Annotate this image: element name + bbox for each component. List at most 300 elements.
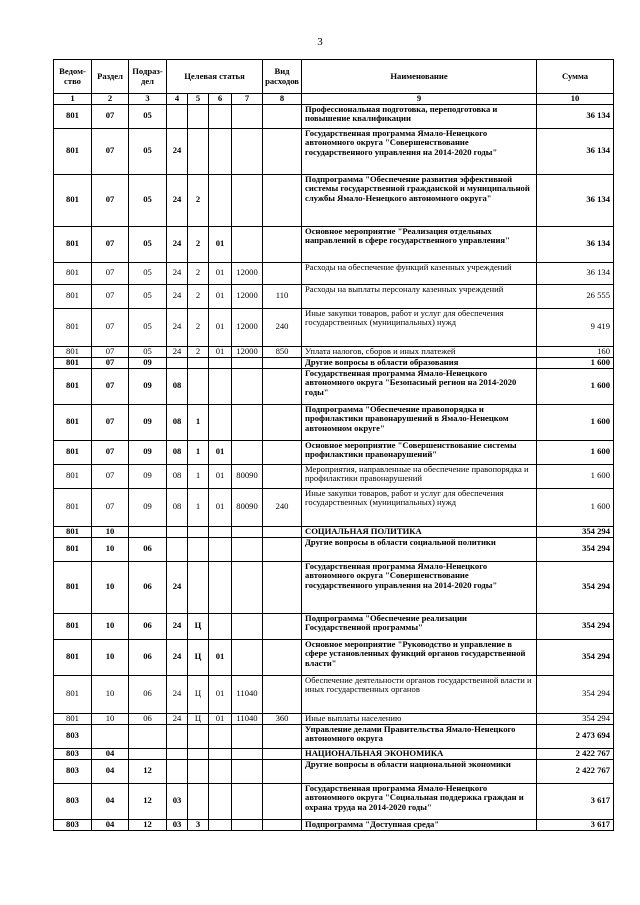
vedomstvo-cell: 801 — [54, 368, 92, 404]
table-row — [54, 346, 614, 357]
podrazdel-cell: 06 — [129, 675, 167, 713]
vedomstvo-cell: 801 — [54, 346, 92, 357]
naimenovanie-cell: Расходы на обеспечение функций казенных учреждений — [302, 262, 537, 284]
razdel-cell: 07 — [92, 262, 129, 284]
table-row — [54, 639, 614, 675]
podrazdel-cell: 06 — [129, 713, 167, 724]
program-cell: 08 — [167, 404, 188, 440]
budget-table — [53, 59, 614, 831]
razdel-cell: 07 — [92, 226, 129, 262]
direction-cell — [232, 226, 263, 262]
table-row — [54, 262, 614, 284]
naimenovanie-cell: Другие вопросы в области социальной политики — [302, 537, 537, 561]
program-cell: 24 — [167, 639, 188, 675]
table-row — [54, 128, 614, 174]
subprogram-cell — [188, 104, 209, 128]
program-cell: 24 — [167, 226, 188, 262]
summa-cell: 1 600 — [537, 488, 614, 526]
subprogram-cell: 2 — [188, 226, 209, 262]
table-row — [54, 174, 614, 226]
summa-cell: 354 294 — [537, 675, 614, 713]
activity-cell: 01 — [209, 639, 232, 675]
program-cell — [167, 537, 188, 561]
direction-cell: 80090 — [232, 488, 263, 526]
vedomstvo-cell: 801 — [54, 357, 92, 368]
direction-cell — [232, 440, 263, 464]
podrazdel-cell: 06 — [129, 537, 167, 561]
table-row — [54, 404, 614, 440]
activity-cell: 01 — [209, 262, 232, 284]
header-summa: Сумма — [537, 60, 614, 94]
summa-cell: 354 294 — [537, 526, 614, 537]
program-cell: 24 — [167, 561, 188, 613]
podrazdel-cell — [129, 526, 167, 537]
podrazdel-cell: 05 — [129, 128, 167, 174]
vedomstvo-cell: 801 — [54, 561, 92, 613]
naimenovanie-cell: Подпрограмма "Обеспечение реализации Государственной программы" — [302, 613, 537, 639]
naimenovanie-cell: Обеспечение деятельности органов государственной власти и иных государственных органов — [302, 675, 537, 713]
page-number: 3 — [317, 36, 323, 48]
subprogram-cell — [188, 357, 209, 368]
vid-raskhodov-cell — [263, 368, 302, 404]
program-cell: 24 — [167, 308, 188, 346]
vid-raskhodov-cell — [263, 404, 302, 440]
podrazdel-cell: 06 — [129, 613, 167, 639]
vedomstvo-cell: 801 — [54, 537, 92, 561]
activity-cell: 01 — [209, 226, 232, 262]
naimenovanie-cell: Управление делами Правительства Ямало-Ненецкого автономного округа — [302, 724, 537, 748]
razdel-cell: 10 — [92, 561, 129, 613]
vid-raskhodov-cell — [263, 464, 302, 488]
naimenovanie-cell: Государственная программа Ямало-Ненецкого автономного округа "Безопасный регион на 2014-2020 годы" — [302, 368, 537, 404]
summa-cell: 354 294 — [537, 713, 614, 724]
razdel-cell: 07 — [92, 174, 129, 226]
program-cell — [167, 724, 188, 748]
summa-cell: 36 134 — [537, 174, 614, 226]
program-cell: 08 — [167, 368, 188, 404]
activity-cell: 01 — [209, 308, 232, 346]
program-cell: 24 — [167, 262, 188, 284]
program-cell: 24 — [167, 346, 188, 357]
vid-raskhodov-cell — [263, 174, 302, 226]
podrazdel-cell: 12 — [129, 759, 167, 783]
subprogram-cell — [188, 526, 209, 537]
vedomstvo-cell: 803 — [54, 748, 92, 759]
direction-cell: 12000 — [232, 308, 263, 346]
razdel-cell: 10 — [92, 613, 129, 639]
vedomstvo-cell: 801 — [54, 226, 92, 262]
vedomstvo-cell: 801 — [54, 284, 92, 308]
direction-cell: 12000 — [232, 346, 263, 357]
razdel-cell — [92, 724, 129, 748]
vid-raskhodov-cell — [263, 748, 302, 759]
vid-raskhodov-cell — [263, 613, 302, 639]
activity-cell: 01 — [209, 284, 232, 308]
podrazdel-cell: 05 — [129, 284, 167, 308]
razdel-cell: 07 — [92, 404, 129, 440]
razdel-cell: 10 — [92, 639, 129, 675]
razdel-cell: 10 — [92, 675, 129, 713]
activity-cell — [209, 357, 232, 368]
subprogram-cell — [188, 759, 209, 783]
subprogram-cell: 2 — [188, 346, 209, 357]
program-cell: 03 — [167, 819, 188, 830]
column-number: 3 — [129, 94, 167, 105]
direction-cell — [232, 526, 263, 537]
vid-raskhodov-cell — [263, 226, 302, 262]
vid-raskhodov-cell: 240 — [263, 308, 302, 346]
direction-cell — [232, 819, 263, 830]
razdel-cell: 07 — [92, 308, 129, 346]
podrazdel-cell: 12 — [129, 819, 167, 830]
subprogram-cell: Ц — [188, 613, 209, 639]
naimenovanie-cell: НАЦИОНАЛЬНАЯ ЭКОНОМИКА — [302, 748, 537, 759]
summa-cell: 36 134 — [537, 104, 614, 128]
vid-raskhodov-cell: 110 — [263, 284, 302, 308]
activity-cell — [209, 748, 232, 759]
activity-cell: 01 — [209, 488, 232, 526]
column-number: 9 — [302, 94, 537, 105]
activity-cell — [209, 783, 232, 819]
razdel-cell: 07 — [92, 284, 129, 308]
direction-cell — [232, 561, 263, 613]
subprogram-cell — [188, 724, 209, 748]
header-podrazdel: Подраз-дел — [129, 60, 167, 94]
activity-cell — [209, 404, 232, 440]
subprogram-cell: 3 — [188, 819, 209, 830]
program-cell: 24 — [167, 284, 188, 308]
vedomstvo-cell: 801 — [54, 639, 92, 675]
naimenovanie-cell: Государственная программа Ямало-Ненецкого автономного округа "Совершенствование государственного управления на 2014-2020 годы" — [302, 561, 537, 613]
program-cell — [167, 748, 188, 759]
activity-cell — [209, 613, 232, 639]
subprogram-cell: 2 — [188, 308, 209, 346]
vedomstvo-cell: 801 — [54, 174, 92, 226]
subprogram-cell — [188, 748, 209, 759]
table-row — [54, 488, 614, 526]
summa-cell: 354 294 — [537, 639, 614, 675]
razdel-cell: 07 — [92, 464, 129, 488]
header-vid-raskhodov: Вид расходов — [263, 60, 302, 94]
naimenovanie-cell: Профессиональная подготовка, переподготовка и повышение квалификации — [302, 104, 537, 128]
subprogram-cell: Ц — [188, 713, 209, 724]
summa-cell: 26 555 — [537, 284, 614, 308]
table-row — [54, 759, 614, 783]
podrazdel-cell: 05 — [129, 174, 167, 226]
podrazdel-cell: 09 — [129, 404, 167, 440]
vid-raskhodov-cell — [263, 128, 302, 174]
table-row — [54, 368, 614, 404]
direction-cell — [232, 174, 263, 226]
direction-cell — [232, 748, 263, 759]
vedomstvo-cell: 801 — [54, 404, 92, 440]
razdel-cell: 04 — [92, 759, 129, 783]
table-row — [54, 783, 614, 819]
summa-cell: 36 134 — [537, 128, 614, 174]
vid-raskhodov-cell — [263, 759, 302, 783]
summa-cell: 160 — [537, 346, 614, 357]
activity-cell: 01 — [209, 464, 232, 488]
podrazdel-cell: 05 — [129, 346, 167, 357]
table-row — [54, 526, 614, 537]
vedomstvo-cell: 801 — [54, 464, 92, 488]
razdel-cell: 07 — [92, 128, 129, 174]
summa-cell: 1 600 — [537, 357, 614, 368]
naimenovanie-cell: Иные выплаты населению — [302, 713, 537, 724]
vid-raskhodov-cell: 360 — [263, 713, 302, 724]
summa-cell: 354 294 — [537, 561, 614, 613]
direction-cell: 11040 — [232, 675, 263, 713]
summa-cell: 1 600 — [537, 404, 614, 440]
header-celevaya-statya: Целевая статья — [167, 60, 263, 94]
program-cell — [167, 759, 188, 783]
column-number: 4 — [167, 94, 188, 105]
summa-cell: 3 617 — [537, 783, 614, 819]
table-row — [54, 440, 614, 464]
podrazdel-cell: 06 — [129, 561, 167, 613]
razdel-cell: 07 — [92, 368, 129, 404]
subprogram-cell: Ц — [188, 639, 209, 675]
table-row — [54, 819, 614, 830]
table-row — [54, 464, 614, 488]
subprogram-cell: 1 — [188, 464, 209, 488]
subprogram-cell — [188, 561, 209, 613]
naimenovanie-cell: Основное мероприятие "Реализация отдельных направлений в сфере государственного управления" — [302, 226, 537, 262]
podrazdel-cell: 09 — [129, 357, 167, 368]
razdel-cell: 07 — [92, 440, 129, 464]
direction-cell — [232, 613, 263, 639]
activity-cell — [209, 128, 232, 174]
subprogram-cell: 2 — [188, 174, 209, 226]
summa-cell: 1 600 — [537, 440, 614, 464]
vid-raskhodov-cell — [263, 104, 302, 128]
podrazdel-cell: 09 — [129, 464, 167, 488]
activity-cell — [209, 104, 232, 128]
vedomstvo-cell: 801 — [54, 262, 92, 284]
naimenovanie-cell: Уплата налогов, сборов и иных платежей — [302, 346, 537, 357]
vid-raskhodov-cell — [263, 675, 302, 713]
vid-raskhodov-cell — [263, 357, 302, 368]
program-cell: 24 — [167, 613, 188, 639]
direction-cell — [232, 783, 263, 819]
table-row — [54, 104, 614, 128]
activity-cell — [209, 526, 232, 537]
subprogram-cell — [188, 128, 209, 174]
subprogram-cell: 1 — [188, 440, 209, 464]
podrazdel-cell — [129, 724, 167, 748]
naimenovanie-cell: СОЦИАЛЬНАЯ ПОЛИТИКА — [302, 526, 537, 537]
naimenovanie-cell: Другие вопросы в области национальной экономики — [302, 759, 537, 783]
naimenovanie-cell: Иные закупки товаров, работ и услуг для обеспечения государственных (муниципальных) нужд — [302, 308, 537, 346]
column-number: 7 — [232, 94, 263, 105]
naimenovanie-cell: Подпрограмма "Обеспечение развития эффективной системы государственной гражданской и муниципальной службы Ямало-Ненецкого автономного округа" — [302, 174, 537, 226]
summa-cell: 36 134 — [537, 226, 614, 262]
naimenovanie-cell: Подпрограмма "Доступная среда" — [302, 819, 537, 830]
vid-raskhodov-cell — [263, 440, 302, 464]
vid-raskhodov-cell — [263, 561, 302, 613]
podrazdel-cell: 12 — [129, 783, 167, 819]
podrazdel-cell: 05 — [129, 104, 167, 128]
program-cell: 24 — [167, 675, 188, 713]
naimenovanie-cell: Основное мероприятие "Руководство и управление в сфере установленных функций органов государственной власти" — [302, 639, 537, 675]
summa-cell: 2 473 694 — [537, 724, 614, 748]
summa-cell: 3 617 — [537, 819, 614, 830]
direction-cell: 80090 — [232, 464, 263, 488]
podrazdel-cell: 09 — [129, 440, 167, 464]
activity-cell: 01 — [209, 440, 232, 464]
vid-raskhodov-cell — [263, 783, 302, 819]
direction-cell — [232, 104, 263, 128]
table-body — [54, 104, 614, 830]
vid-raskhodov-cell: 850 — [263, 346, 302, 357]
header-razdel: Раздел — [92, 60, 129, 94]
vid-raskhodov-cell — [263, 639, 302, 675]
vedomstvo-cell: 801 — [54, 613, 92, 639]
subprogram-cell — [188, 783, 209, 819]
table-row — [54, 284, 614, 308]
summa-cell: 9 419 — [537, 308, 614, 346]
table-row — [54, 748, 614, 759]
podrazdel-cell: 06 — [129, 639, 167, 675]
table-row — [54, 308, 614, 346]
vedomstvo-cell: 801 — [54, 104, 92, 128]
podrazdel-cell: 09 — [129, 488, 167, 526]
vid-raskhodov-cell: 240 — [263, 488, 302, 526]
column-number: 8 — [263, 94, 302, 105]
program-cell — [167, 104, 188, 128]
naimenovanie-cell: Мероприятия, направленные на обеспечение правопорядка и профилактики правонарушений — [302, 464, 537, 488]
program-cell: 24 — [167, 128, 188, 174]
activity-cell — [209, 537, 232, 561]
vedomstvo-cell: 801 — [54, 675, 92, 713]
vedomstvo-cell: 801 — [54, 308, 92, 346]
razdel-cell: 10 — [92, 526, 129, 537]
activity-cell: 01 — [209, 713, 232, 724]
table-row — [54, 613, 614, 639]
table-row — [54, 713, 614, 724]
razdel-cell: 10 — [92, 713, 129, 724]
vedomstvo-cell: 803 — [54, 759, 92, 783]
razdel-cell: 04 — [92, 748, 129, 759]
vedomstvo-cell: 801 — [54, 526, 92, 537]
direction-cell: 12000 — [232, 262, 263, 284]
direction-cell — [232, 128, 263, 174]
activity-cell — [209, 724, 232, 748]
header-vedomstvo: Ведом-ство — [54, 60, 92, 94]
podrazdel-cell: 05 — [129, 262, 167, 284]
razdel-cell: 07 — [92, 488, 129, 526]
razdel-cell: 10 — [92, 537, 129, 561]
direction-cell: 11040 — [232, 713, 263, 724]
subprogram-cell — [188, 537, 209, 561]
direction-cell — [232, 404, 263, 440]
activity-cell: 01 — [209, 675, 232, 713]
table-row — [54, 675, 614, 713]
activity-cell — [209, 759, 232, 783]
table-row — [54, 724, 614, 748]
subprogram-cell — [188, 368, 209, 404]
column-number: 6 — [209, 94, 232, 105]
vid-raskhodov-cell — [263, 262, 302, 284]
subprogram-cell: 2 — [188, 284, 209, 308]
table-row — [54, 561, 614, 613]
program-cell: 08 — [167, 488, 188, 526]
direction-cell — [232, 537, 263, 561]
vedomstvo-cell: 801 — [54, 128, 92, 174]
razdel-cell: 07 — [92, 104, 129, 128]
vid-raskhodov-cell — [263, 526, 302, 537]
direction-cell — [232, 357, 263, 368]
podrazdel-cell: 05 — [129, 226, 167, 262]
program-cell: 08 — [167, 464, 188, 488]
activity-cell — [209, 819, 232, 830]
vedomstvo-cell: 803 — [54, 819, 92, 830]
subprogram-cell: Ц — [188, 675, 209, 713]
naimenovanie-cell: Основное мероприятие "Совершенствование системы профилактики правонарушений" — [302, 440, 537, 464]
direction-cell — [232, 759, 263, 783]
direction-cell — [232, 724, 263, 748]
naimenovanie-cell: Государственная программа Ямало-Ненецкого автономного округа "Социальная поддержка граждан и охрана труда на 2014-2020 годы" — [302, 783, 537, 819]
podrazdel-cell: 05 — [129, 308, 167, 346]
vid-raskhodov-cell — [263, 724, 302, 748]
direction-cell: 12000 — [232, 284, 263, 308]
summa-cell: 354 294 — [537, 537, 614, 561]
table-row — [54, 357, 614, 368]
program-cell: 08 — [167, 440, 188, 464]
program-cell — [167, 526, 188, 537]
summa-cell: 2 422 767 — [537, 748, 614, 759]
activity-cell — [209, 561, 232, 613]
column-number: 1 — [54, 94, 92, 105]
vid-raskhodov-cell — [263, 537, 302, 561]
razdel-cell: 04 — [92, 819, 129, 830]
subprogram-cell: 1 — [188, 488, 209, 526]
naimenovanie-cell: Государственная программа Ямало-Ненецкого автономного округа "Совершенствование государственного управления на 2014-2020 годы" — [302, 128, 537, 174]
column-number: 5 — [188, 94, 209, 105]
table-row — [54, 537, 614, 561]
summa-cell: 1 600 — [537, 464, 614, 488]
summa-cell: 36 134 — [537, 262, 614, 284]
vedomstvo-cell: 801 — [54, 488, 92, 526]
column-number: 2 — [92, 94, 129, 105]
razdel-cell: 04 — [92, 783, 129, 819]
naimenovanie-cell: Иные закупки товаров, работ и услуг для обеспечения государственных (муниципальных) нужд — [302, 488, 537, 526]
razdel-cell: 07 — [92, 346, 129, 357]
summa-cell: 1 600 — [537, 368, 614, 404]
vid-raskhodov-cell — [263, 819, 302, 830]
podrazdel-cell: 09 — [129, 368, 167, 404]
naimenovanie-cell: Расходы на выплаты персоналу казенных учреждений — [302, 284, 537, 308]
podrazdel-cell — [129, 748, 167, 759]
vedomstvo-cell: 801 — [54, 440, 92, 464]
razdel-cell: 07 — [92, 357, 129, 368]
table-row — [54, 226, 614, 262]
program-cell: 24 — [167, 174, 188, 226]
column-number-row — [54, 94, 614, 105]
header-naimenovanie: Наименование — [302, 60, 537, 94]
naimenovanie-cell: Другие вопросы в области образования — [302, 357, 537, 368]
naimenovanie-cell: Подпрограмма "Обеспечение правопорядка и профилактики правонарушений в Ямало-Ненецком автономном округе" — [302, 404, 537, 440]
vedomstvo-cell: 803 — [54, 724, 92, 748]
summa-cell: 2 422 767 — [537, 759, 614, 783]
summa-cell: 354 294 — [537, 613, 614, 639]
program-cell: 24 — [167, 713, 188, 724]
activity-cell — [209, 368, 232, 404]
activity-cell — [209, 174, 232, 226]
subprogram-cell: 1 — [188, 404, 209, 440]
vedomstvo-cell: 801 — [54, 713, 92, 724]
vedomstvo-cell: 803 — [54, 783, 92, 819]
